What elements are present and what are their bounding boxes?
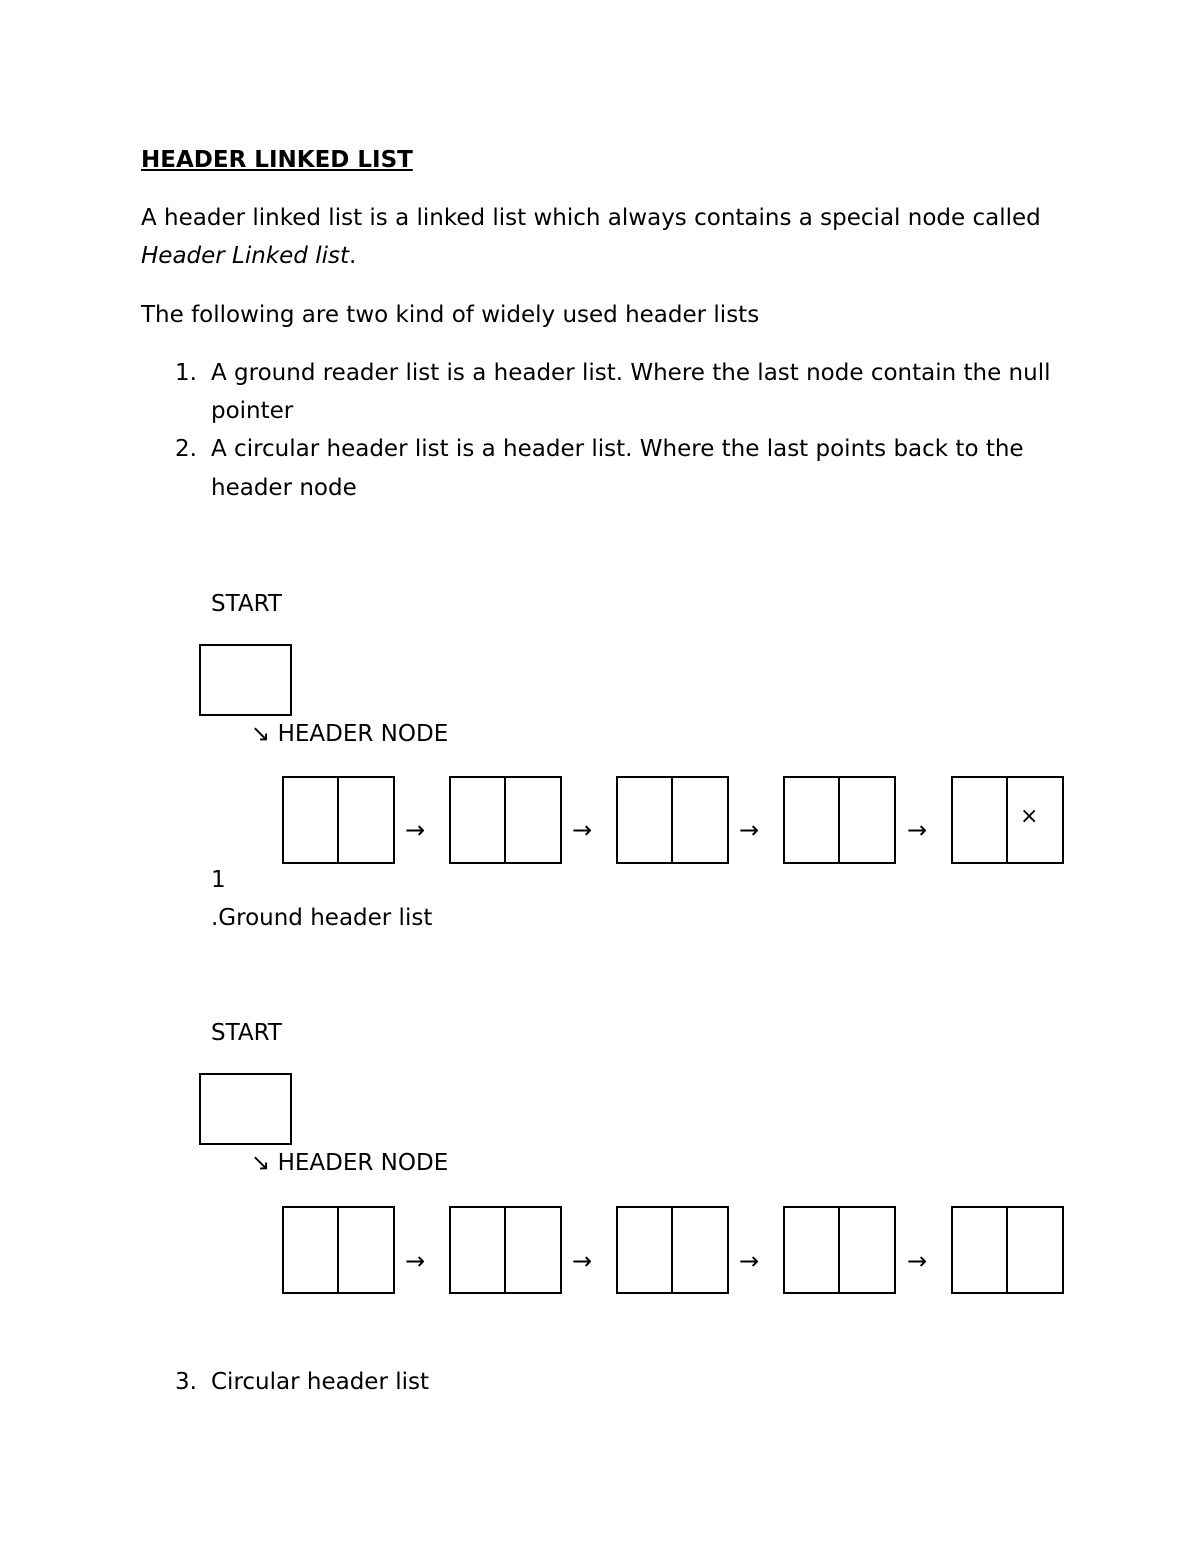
list-item-1-line-2: pointer: [211, 398, 294, 424]
header-node-label: ↘ HEADER NODE: [251, 721, 449, 747]
list-item-2-number: 2.: [175, 436, 197, 462]
list-node: [449, 1206, 562, 1294]
null-pointer-icon: ×: [1020, 804, 1039, 829]
list-node: [783, 1206, 896, 1294]
diagram-caption: Circular header list: [211, 1369, 429, 1395]
list-item-1-line-1: A ground reader list is a header list. Where the last node contain the null: [211, 360, 1051, 386]
header-node-label: ↘ HEADER NODE: [251, 1150, 449, 1176]
start-pointer-box: [199, 644, 292, 716]
list-item-1-number: 1.: [175, 360, 197, 386]
last-node: [951, 1206, 1064, 1294]
page-title: HEADER LINKED LIST: [141, 147, 413, 173]
next-arrow: →: [572, 1247, 593, 1275]
start-label: START: [211, 591, 282, 617]
start-pointer-box: [199, 1073, 292, 1145]
intro-period: .: [349, 243, 357, 269]
next-arrow: →: [572, 816, 593, 844]
list-item-2-line-2: header node: [211, 475, 357, 501]
list-node: [616, 776, 729, 864]
list-node: [616, 1206, 729, 1294]
last-node-null: [951, 776, 1064, 864]
intro-term: Header Linked list: [141, 243, 349, 269]
caption-number: 3.: [175, 1369, 197, 1395]
header-node: [282, 1206, 395, 1294]
next-arrow: →: [907, 816, 928, 844]
lead-text: The following are two kind of widely used header lists: [141, 302, 760, 328]
list-item-2-line-1: A circular header list is a header list. Where the last points back to the: [211, 436, 1024, 462]
diagram-caption: .Ground header list: [211, 905, 433, 931]
next-arrow: →: [739, 816, 760, 844]
list-node: [783, 776, 896, 864]
intro-line-1: A header linked list is a linked list which always contains a special node called: [141, 205, 1041, 231]
next-arrow: →: [405, 1247, 426, 1275]
header-node: [282, 776, 395, 864]
next-arrow: →: [739, 1247, 760, 1275]
list-node: [449, 776, 562, 864]
intro-line-2: [141, 245, 356, 268]
caption-number: 1: [211, 867, 226, 893]
next-arrow: →: [405, 816, 426, 844]
start-label: START: [211, 1020, 282, 1046]
next-arrow: →: [907, 1247, 928, 1275]
